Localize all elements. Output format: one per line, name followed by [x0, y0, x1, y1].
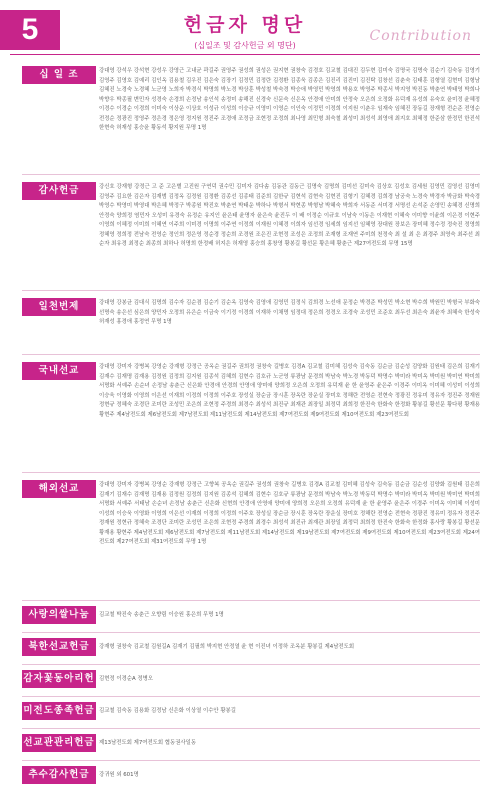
section-mission-house: [22, 734, 480, 754]
section-label: 해외선교: [22, 480, 96, 498]
section-divider: [22, 354, 480, 355]
contributor-list: 강대영 강미자 강병복 강영순 강재형 강정근 공옥순 권길주 권희정 권창숙 길병호 김경A 김교철 김미혜 김성숙 김숙동 김순금 김순성 김양화 김원태 김은희 김재기 김재수 김재명 김재용 김정원 김정희 김지원 김종석 김혜희 김현수 김호규 노군영 류광남 문경희 박남숙 박노경 박동덕 박명수 박미라 박미옥 박미원 박미연 박미희 서명화 서예주 손순녀 손정남 송춘근 신은화 안경애 안경희 안영애 양미애 양희정 오은희 오정희 유덕재 윤 한 윤영주 윤은주 이경주 이미옥 이미혜 이성미 이성희 이승욱 이영화 이영희 이은선 이재희 이정희 이정희 이주호 장성실 장순금 장시훈 장옥란 장운실 장미호 정해란 전영순 전현숙 정광진 정유미 정유자 정진주 정재원 정현규 정혜숙 조경단 조미란 조성민 조은희 조현정 주경희 최경수 최성석 최진규 최재관 최장일 최정덕 최희정 한진숙 한화숙 한정화 황봉길 황선문 황다평 황재용 황현주 제4남전도회 제6남전도회 제7남전도회 제11남전도회 제14남전도회 제7여전도회 제9여전도회 제10여전도회 제23여전도회: [99, 364, 480, 418]
section-label: 일천번제: [22, 298, 96, 316]
page-header: [0, 0, 490, 62]
contributor-list: 김교철 김숙동 김용화 김정남 신은화 이상열 이수안 황봉길: [99, 708, 236, 714]
section-label: 북한선교헌금: [22, 638, 96, 656]
contributor-list: 김교철 박진숙 송춘근 오향림 이승원 홍은희 무명 1명: [99, 612, 224, 618]
section-divider: [22, 632, 480, 633]
section-label: 감사헌금: [22, 182, 96, 200]
contributor-list: 강귀원 외 601명: [99, 772, 139, 778]
section-label: 선교관관리헌금: [22, 734, 96, 752]
section-thanksgiving: [22, 182, 480, 297]
section-divider: [22, 600, 480, 601]
page-number: 5: [0, 10, 60, 50]
section-divider: [22, 472, 480, 473]
section-divider: [22, 728, 480, 729]
section-thousand-offering: [22, 298, 480, 346]
section-domestic-mission: [22, 362, 480, 462]
section-label: 사랑의쌀나눔: [22, 606, 96, 624]
section-label: 십 일 조: [22, 66, 96, 84]
page-title: 헌금자 명단: [183, 14, 307, 36]
section-divider: [22, 760, 480, 761]
section-english-title: Contribution: [369, 28, 472, 44]
section-tithe: [22, 66, 480, 196]
contributor-list: 강대영 강미자 강병복 강영순 강재형 강정근 고향복 공옥순 권길주 권성희 권창숙 길병호 김경A 김교철 김미혜 김성숙 김숙동 김순금 김순성 김양화 김원태 김은희 김재기 김재수 김재명 김재용 김정원 김정희 김지원 김종석 김혜희 김현수 김호규 류광남 문경희 박남숙 박노경 박동덕 박명수 박미라 박미옥 박미원 박미연 박미희 서명화 서예주 서태남 손순녀 손정남 송춘근 신은화 신현희 안경애 안영애 양미애 양희정 오은희 오정희 유덕재 윤 한 윤영주 윤은주 이경주 이미옥 이미혜 이성미 이성희 이승욱 이영화 이영희 이은선 이재희 이정희 이정희 이주호 장성실 장순금 장시훈 장옥란 장운실 장미호 정해란 전영순 전현숙 정광진 정유미 정유자 정진주 정재원 정현규 정혜숙 조경단 조미란 조성민 조은희 조현정 주경희 최경수 최성석 최진규 최재관 최장일 최정덕 최희정 한진숙 한화숙 한정화 홍사랑 황봉길 황선문 황재용 황현주 제4남전도회 제6남전도회 제7남전도회 제11남전도회 제14남전도회 제19남전도회 제7여전도회 제9여전도회 제10여전도회 제23여전도회 제24여전도회 제27여전도회 제31여전도회 무명 1명: [99, 482, 480, 545]
contributor-list: 강재형 권창숙 김교철 김원길A 김재기 김필희 박지현 안정열 윤 현 이진녀 이정하 조옥분 황봉길 제4남전도회: [99, 644, 355, 650]
header-rule: [10, 54, 480, 55]
contributor-list: 강대영 강석우 강석현 강성우 강영근 고내균 곽길주 권영주 권성희 권성은 권지현 권창숙 김경호 김교철 김대진 김두현 김미숙 김명국 김명숙 김순기 김숙동 김영기 김영주 김영호 김예리 김인옥 김용철 김우진 김은숙 김장기 김정민 김정란 김정환 김종욱 김종은 김진리 김진미 김진탁 김창선 김춘숙 김태훈 김형열 김현미 김형남 김혜진 노경숙 노경혜 노군영 노희자 박경식 박명희 박노경 박상훈 박성철 박숙경 박승애 박영민 박영희 박용호 박영주 박종서 박지영 박진동 박춘연 박태영 박희나 박향우 박종필 변민자 성경숙 손경희 손정남 송인석 송정미 송해진 신경숙 신문숙 신은옥 안경애 안미희 안정숙 오은희 오정화 유덕재 유성희 유숙호 윤미정 윤혜정 이경수 이경순 이경희 이미숙 이상운 이상호 이성규 이성희 이승규 이영미 이영순 이인숙 이정민 이정희 이지원 이춘우 임재숙 임혜진 장동길 장재형 전순준 전영순 전정순 정광진 정영주 정은경 정은영 정지원 정진주 조경애 조정금 조현정 조정희 최나영 최민형 최숙철 최성미 최성석 최영애 최지호 최혜정 한준삼 한정민 한진석 한현숙 허재성 홍승윤 황동석 황지원 무명 1명: [99, 68, 480, 131]
section-north-korea-mission: [22, 638, 480, 658]
section-unreached-people: [22, 702, 480, 722]
contributor-list: 강신호 강재형 강정근 고 준 고은별 고진원 구연덕 권수민 김미자 김다솜 김동관 김동근 김명숙 김명희 김미선 김미숙 김상호 김성호 김세원 김영민 김영선 김영미 김영주 김요한 김은자 김재범 김정옥 김정원 김정환 김종선 김종태 김준희 김한규 김현석 김현숙 김현진 김형기 김혜경 김희경 남궁숙 노경숙 박경자 박금화 박숙경 박영수 박영미 박영대 박은혜 박정구 박종원 박진호 박춘연 박태운 박하나 박형서 박현종 박형남 박혜숙 박희자 서동준 서미경 서명선 손석준 손영민 송혜경 신명희 안정숙 양희정 염민자 오성미 유경숙 유정순 유지인 윤은태 윤명자 윤은숙 윤진두 이 배 이정순 이규호 이남숙 이동은 이재현 이혜숙 이미향 이윤희 이은경 이현주 이영희 이혜정 이미희 이혜연 이주희 이미경 이명희 이주연 이정희 이재원 이혜경 이희자 임선경 임세희 임지선 임혜영 장대원 장보은 장미혜 정수정 정숙진 정영희 정혜영 정희정 전남숙 전영순 정인희 정은영 정순경 정순희 조경원 조은진 조현정 조성은 조정희 조재형 조재연 주미희 천정숙 최 설 최 은 최경주 최영숙 최주선 최순자 최유경 최정순 최종희 최하나 허명희 한정배 허지은 허재영 홍승희 홍창영 황봉길 황선문 황은혜 황춘근 제27여전도회 무명 15명: [99, 184, 480, 247]
page-subtitle: (십일조 및 감사헌금 외 명단): [194, 41, 296, 50]
section-harvest-thanksgiving: [22, 766, 480, 786]
section-label: 미전도종족헌금: [22, 702, 96, 720]
section-label: 추수감사헌금: [22, 766, 96, 784]
section-overseas-mission: [22, 480, 480, 590]
section-label: 국내선교: [22, 362, 96, 380]
section-rice-sharing: [22, 606, 480, 626]
contributor-list: 김현정 이경순A 정병오: [99, 676, 153, 682]
section-divider: [22, 174, 480, 175]
contributor-list: 강대영 강봉균 김대식 김명희 김수자 김순겸 김순기 김순옥 김영숙 김영애 김영민 김정식 김희경 노선애 문정순 박경준 박성민 박소현 박수희 박원민 박형국 부화숙 선명숙 송은선 심은희 양민자 오정희 유은순 이금숙 이기정 이경희 이재하 이채명 임정대 정은희 정경오 조경숙 조성민 조준호 최두선 최은숙 최윤자 최혜숙 한성숙 허재성 홍경애 홍정연 무명 1명: [99, 300, 480, 325]
section-divider: [22, 664, 480, 665]
section-divider: [22, 696, 480, 697]
section-divider: [22, 290, 480, 291]
contributor-list: 제13남전도회 제7여전도회 협동권사일동: [99, 740, 197, 746]
section-label: 감자꽃동아리헌금: [22, 670, 96, 688]
section-potato-flower-club: [22, 670, 480, 702]
